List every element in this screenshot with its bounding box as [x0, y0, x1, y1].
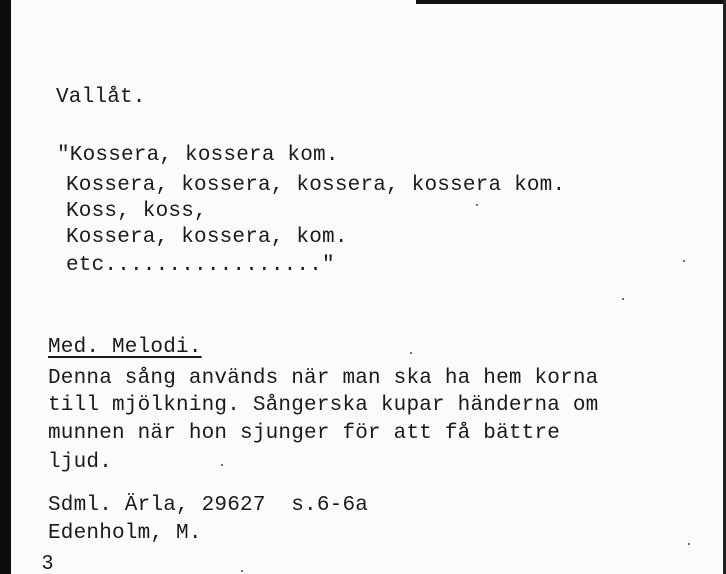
verse-line: etc................." [66, 254, 335, 277]
section-heading: Med. Melodi. [48, 336, 202, 359]
verse-line: Kossera, kossera, kossera, kossera kom. [66, 174, 566, 197]
verse-line: "Kossera, kossera kom. [57, 144, 339, 167]
verse-line: Kossera, kossera, kom. [66, 226, 348, 249]
description-line: ljud. [48, 451, 113, 474]
description-line: munnen när hon sjunger för att få bättre [48, 422, 561, 445]
description-line: Denna sång används när man ska ha hem korna [48, 367, 599, 390]
document-title: Vallåt. [56, 86, 146, 109]
page-number: 3 [42, 552, 54, 574]
verse-line: Koss, koss, [66, 200, 207, 223]
informant-name: Edenholm, M. [48, 522, 202, 545]
scan-speck [683, 260, 685, 262]
scan-speck [221, 464, 223, 466]
scan-speck [688, 543, 690, 545]
source-reference: Sdml. Ärla, 29627 s.6-6a [48, 494, 369, 517]
scan-speck [410, 352, 412, 354]
description-line: till mjölkning. Sångerska kupar händerna om [48, 394, 599, 417]
scan-edge-left [0, 0, 11, 574]
scan-speck [241, 570, 243, 572]
scan-edge-top [416, 0, 726, 4]
scan-speck [622, 298, 624, 300]
scan-speck [476, 204, 478, 206]
